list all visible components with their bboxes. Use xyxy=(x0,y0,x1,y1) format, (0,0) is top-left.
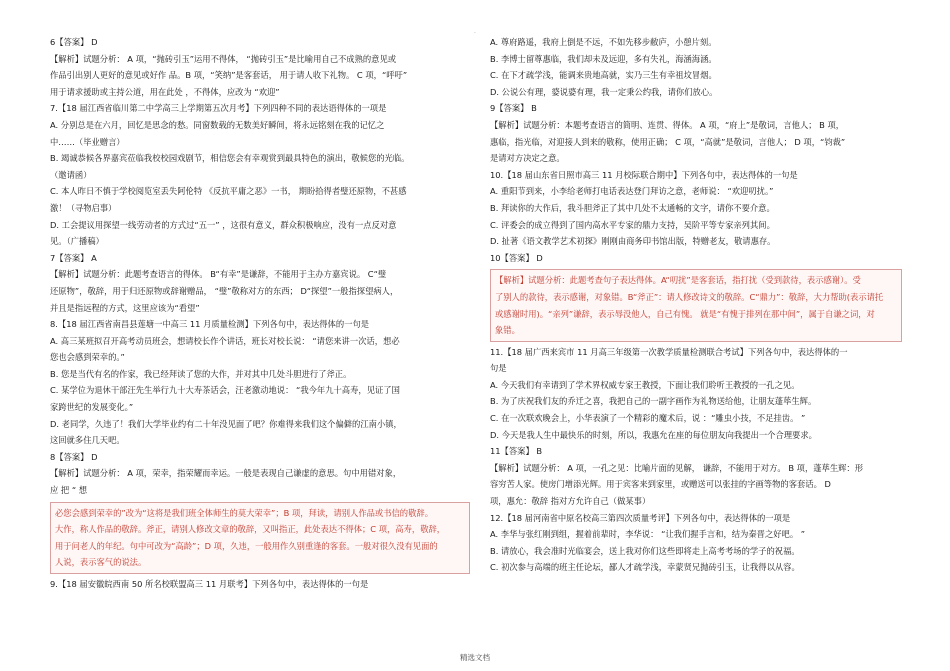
text-line: 【解析】试题分析： A 项，荣幸，指荣耀而幸运。一般是表现自己谦虚的意思。句中用错对象， xyxy=(50,468,402,479)
text-line: A. 高三某班拟召开高考动员班会，想请校长作个讲话，班长对校长说： “请您来讲一次话，想必 xyxy=(50,335,400,346)
page-mark: · xyxy=(474,30,476,37)
text-line: D. 扯著《语文教学艺术初探》刚刚由商务印书馆出版，特赠老友，敬请惠存。 xyxy=(490,236,776,247)
text-line: 象错。 xyxy=(495,325,520,336)
text-line: B. 您是当代有名的作家，我已经拜读了您的大作，并对其中几处斗胆进行了斧正。 xyxy=(50,368,352,379)
text-line: 10.【18 届山东省日照市高三 11 月校际联合期中】下列各句中，表达得体的一句是 xyxy=(490,169,798,180)
text-line: B. 竭诚恭候各界嘉宾莅临我校校园戏剧节，相信您会有幸观赏到最具特色的演出，敬候您的光临。 xyxy=(50,153,410,164)
text-line: 【解析】试题分析：本题考查语言的简明、连贯、得体。 A 项，“府上”是敬词，言他人； B 项， xyxy=(490,119,845,130)
text-line: 12.【18 届河南省中原名校高三第四次质量考评】下列各句中，表达得体的一项是 xyxy=(490,512,791,523)
text-line: 9.【18 届安徽皖西南 50 所名校联盟高三 11 月联考】下列各句中，表达得体的一句是 xyxy=(50,579,369,589)
left-highlight-box xyxy=(50,502,470,574)
text-line: 大作，称人作品的敬辞。斧正，请别人修改文章的敬辞，又叫指正，此处表达不得体；C 项，高寿，敬辞， xyxy=(55,524,446,535)
text-line: C. 初次参与高端的班主任论坛，鄙人才疏学浅，幸蒙贤兄抛砖引玉，让我得以从容。 xyxy=(490,562,800,573)
text-line: 7【答案】 A xyxy=(50,252,97,263)
text-line: 11【答案】 B xyxy=(490,446,543,457)
text-line: 激！（寻物启事） xyxy=(50,202,117,213)
text-line: 并且是指远程的方式，这里应该为“看望” xyxy=(50,302,200,313)
text-line: C. 在一次联欢晚会上，小华表演了一个精彩的魔术后，说 ：“雕虫小技，不足挂齿。 ” xyxy=(490,413,806,424)
text-line: 【解析】试题分析： A 项，一孔之见：比喻片面的见解， 谦辞，不能用于对方。 B 项，蓬荜生辉：形 xyxy=(490,462,864,473)
left-column xyxy=(50,34,470,593)
text-line: 您也会感到荣幸的。” xyxy=(50,352,125,363)
text-line: 用于请求援助或主持公道，用在此处 ，不得体，应改为 “欢迎” xyxy=(50,86,280,97)
text-line: 9【答案】 B xyxy=(490,103,537,114)
text-line: 家跨世纪的发展变化。” xyxy=(50,402,134,413)
text-line: D. 老同学，久违了！我们大学毕业约有二十年没见面了吧？你难得来我们这个偏僻的江南小镇， xyxy=(50,418,402,429)
text-line: A. 分别总是在六月，回忆是思念的愁。同窗数载的无数美好瞬间，将永远铭刻在我的记忆之 xyxy=(50,119,385,130)
text-line: C. 某学位为退休干部汪先生举行九十大寿茶话会，汪老激动地说： “我今年九十高寿，见证了国 xyxy=(50,385,400,396)
text-line: B. 为了庆祝我们友的乔迁之喜，我把自己的一副字画作为礼物送给他，让朋友蓬荜生辉。 xyxy=(490,396,817,407)
text-line: C. 评委会的成立得到了国内高水平专家的鼎力支持，吴阶平等专家亲列其间。 xyxy=(490,219,775,230)
text-line: B. 拜读你的大作后，我斗胆斧正了其中几处不太通畅的文字，请你不要介意。 xyxy=(490,202,775,213)
text-line: D. 公说公有理，婆说婆有理，我一定秉公约我，请你们放心。 xyxy=(490,86,718,97)
text-line: 6【答案】 D xyxy=(50,37,98,47)
text-line: 【解析】试题分析： A 项，“抛砖引玉”运用不得体， “抛砖引玉”是比喻用自己不成熟的意见或 xyxy=(50,53,397,64)
text-line: 11.【18 届广西来宾市 11 月高三年级第一次教学质量检测联合考试】下列各句中，表达得体的一 xyxy=(490,346,848,357)
text-line: 8【答案】 D xyxy=(50,451,98,462)
text-line: 10【答案】 D xyxy=(490,252,543,263)
text-line: 作品引出别人更好的意见或好作 品。B 项，“笑纳”是客套话， 用于请人收下礼物。 C 项，“呼吁” xyxy=(50,70,408,81)
text-line: 用于问老人的年纪。句中可改为“高龄”；D 项，久违，一般用作久别重逢的客套。一般对很久没有见面的 xyxy=(55,540,438,551)
right-column xyxy=(490,34,902,576)
text-line: 句是 xyxy=(490,363,507,374)
text-line: 还原物”，敬辞，用于归还原物或辞谢赠品， “璧”敬称对方的东西； D“探望”一般指探望病人， xyxy=(50,285,399,296)
page-footer: 精选文档 xyxy=(460,653,490,662)
text-line: A. 李华与张红刚到组，握着前辈时，李华说： “让我们握手言和，结为秦晋之好吧。 ” xyxy=(490,529,806,540)
text-line: 中……（毕业赠言） xyxy=(50,136,125,147)
text-line: 这回就多住几天吧。 xyxy=(50,435,125,446)
text-line: A. 尊府路遥，我府上倒是不远，不如先移步敝庐，小憩片刻。 xyxy=(490,37,717,47)
text-line: C. 在下才疏学浅，能调来贵地高就，实乃三生有幸祖坟冒烟。 xyxy=(490,70,717,81)
text-line: 人说，表示客气的说法。 xyxy=(55,557,147,568)
text-line: D. 今天是我人生中最快乐的时刻，所以，我惠允在座的每位朋友向我提出一个合理要求。 xyxy=(490,429,817,440)
text-line: 是请对方决定之意。 xyxy=(490,153,565,164)
text-line: 项，惠允：敬辞 指对方允许自己（做某事） xyxy=(490,496,651,507)
text-line: 了别人的款待，表示感谢，对象错。B“斧正”：请人修改诗文的敬辞。C“鼎力”：敬辞，大力帮助(表示请托 xyxy=(495,291,884,302)
text-line: 【解析】试题分析：此题考查语言的得体。 B“有幸”是谦辞，不能用于主办方嘉宾说。 C“璧 xyxy=(50,269,387,280)
text-line: C. 本人昨日不慎于学校阅览室丢失阿伦特 《反抗平庸之恶》一书， 期盼拾得者璧还原物，不甚感 xyxy=(50,186,407,197)
text-line: 应 把 “ 想 xyxy=(50,485,88,496)
text-line: A. 重阳节到来，小李给老师打电话表达登门拜访之意，老师说： “欢迎叨扰。” xyxy=(490,186,774,197)
text-line: B. 李博士留尊惠临，我们却未及远迎，多有失礼，海涵海涵。 xyxy=(490,53,717,64)
text-line: （邀请函） xyxy=(50,169,92,180)
text-line: 必您会感到荣幸的”改为“这将是我们班全体师生的莫大荣幸”；B 项，拜读，请别人作品或书信的敬辞。 xyxy=(55,507,433,518)
text-line: 【解析】试题分析：此题考查句子表达得体。A“叨扰”是客套话，指打扰（受到款待，表示感谢）。受 xyxy=(495,275,861,286)
text-line: 见。（广播稿） xyxy=(50,236,104,247)
text-line: 8.【18 届江西省南昌县莲塘一中高三 11 月质量检测】下列各句中，表达得体的一句是 xyxy=(50,319,370,330)
text-line: 或感谢时用)。“亲列”谦辞，表示辱没他人，自己有愧。 就是“有愧于排列在那中间”，属于自谦之词，对 xyxy=(495,308,875,319)
right-highlight-box xyxy=(490,269,902,341)
text-line: 容穷苦人家。使房门增添光辉。用于宾客来到家里，或赠送可以张挂的字画等物的客套话。 D xyxy=(490,479,831,490)
text-line: 7.【18 届江西省临川第二中学高三上学期第五次月考】下列四种不同的表达语得体的一项是 xyxy=(50,103,387,114)
text-line: A. 今天我们有幸请到了学术界权威专家王教授，下面让我们聆听王教授的一孔之见。 xyxy=(490,379,800,390)
text-line: 惠临，指光临，对迎接人到来的敬称，使用正确； C 项，“高就”是敬词，言他人； D 项，“钧裁” xyxy=(490,136,846,147)
text-line: D. 工会提议用探望一线劳动者的方式过“五一” ，这很有意义，群众积极响应，没有一点反对意 xyxy=(50,219,397,230)
text-line: B. 请放心，我会准时光临宴会，送上我对你们这些即将走上高考考场的学子的祝福。 xyxy=(490,545,800,556)
